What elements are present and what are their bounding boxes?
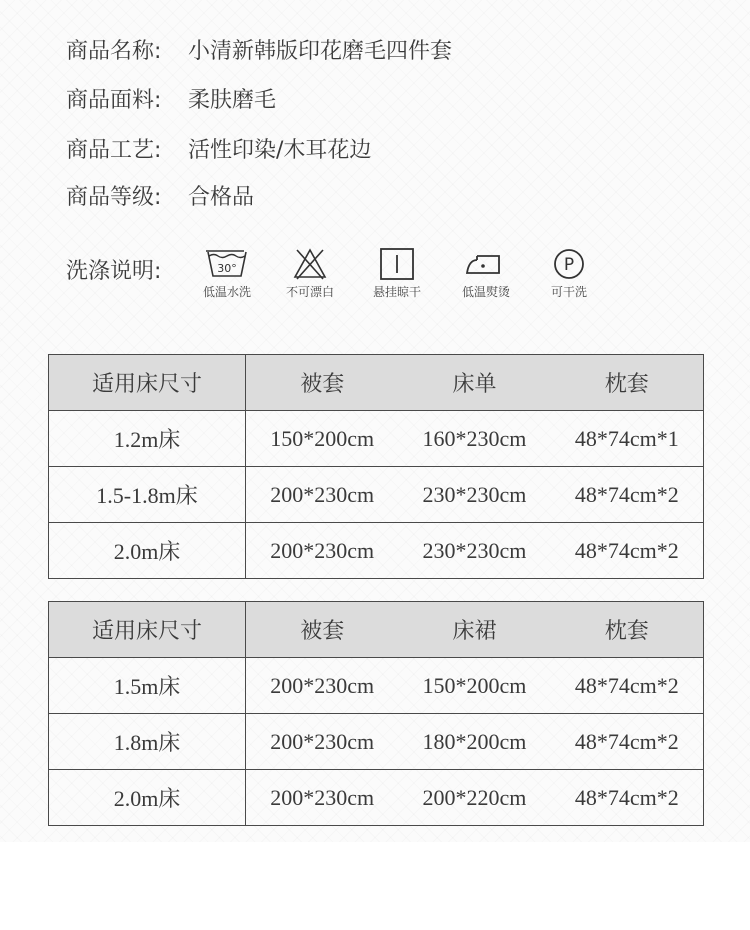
care-text-bleach: 不可漂白: [285, 285, 334, 299]
table-header-row: [49, 602, 704, 658]
table-row: [49, 714, 704, 770]
header-pillowcase: 枕套: [551, 355, 704, 411]
duvet-cell: 150*200cm: [246, 411, 399, 467]
dry-clean-icon: [546, 248, 592, 280]
table-row: [49, 523, 704, 579]
bed-size-cell: 1.2m床: [49, 411, 246, 467]
care-item-iron: [441, 248, 531, 300]
dry-clean-letter: P: [563, 255, 575, 275]
hang-dry-icon: [374, 248, 420, 280]
bed-size-cell: 1.8m床: [49, 714, 246, 770]
product-fabric-value: 柔肤磨毛: [188, 88, 277, 113]
table-row: [49, 658, 704, 714]
header-duvet: 被套: [246, 355, 399, 411]
size-table-sheet: [48, 354, 704, 579]
product-craft-label: 商品工艺:: [66, 138, 162, 163]
pillowcase-cell: 48*74cm*2: [551, 467, 704, 523]
no-bleach-icon: [287, 248, 333, 280]
duvet-cell: 200*230cm: [246, 714, 399, 770]
header-sheet: 床单: [398, 355, 550, 411]
pillowcase-cell: 48*74cm*2: [551, 770, 704, 826]
product-craft-value: 活性印染/木耳花边: [188, 138, 372, 163]
sheet-cell: 230*230cm: [398, 523, 550, 579]
table-row: [49, 770, 704, 826]
duvet-cell: 200*230cm: [246, 523, 399, 579]
bottom-margin: [0, 842, 750, 930]
bed-size-cell: 1.5-1.8m床: [49, 467, 246, 523]
product-craft-row: [66, 136, 371, 166]
care-item-dry: [352, 248, 442, 300]
pillowcase-cell: 48*74cm*2: [551, 714, 704, 770]
duvet-cell: 200*230cm: [246, 467, 399, 523]
care-item-wash: [182, 248, 272, 300]
care-item-bleach: [265, 248, 355, 300]
product-name-row: [66, 37, 452, 67]
product-grade-value: 合格品: [188, 185, 255, 210]
product-grade-row: [66, 183, 254, 213]
care-text-wash: 低温水洗: [202, 285, 251, 299]
product-fabric-label: 商品面料:: [66, 88, 162, 113]
wash-temp-text: 30°: [217, 262, 237, 275]
care-text-iron: 低温熨烫: [461, 285, 510, 299]
header-bed-size: 适用床尺寸: [49, 602, 246, 658]
bedskirt-cell: 150*200cm: [398, 658, 550, 714]
header-duvet: 被套: [246, 602, 399, 658]
care-text-dry: 悬挂晾干: [372, 285, 421, 299]
bed-size-cell: 1.5m床: [49, 658, 246, 714]
pillowcase-cell: 48*74cm*2: [551, 523, 704, 579]
sheet-cell: 230*230cm: [398, 467, 550, 523]
care-item-dryclean: [524, 248, 614, 300]
header-pillowcase: 枕套: [551, 602, 704, 658]
pillowcase-cell: 48*74cm*1: [551, 411, 704, 467]
size-table-bedskirt: [48, 601, 704, 826]
product-grade-label: 商品等级:: [66, 185, 162, 210]
header-bed-size: 适用床尺寸: [49, 355, 246, 411]
duvet-cell: 200*230cm: [246, 658, 399, 714]
table-header-row: [49, 355, 704, 411]
header-bedskirt: 床裙: [398, 602, 550, 658]
wash-30-icon: [204, 248, 250, 280]
table-row: [49, 411, 704, 467]
pillowcase-cell: 48*74cm*2: [551, 658, 704, 714]
care-text-dryclean: 可干洗: [550, 285, 587, 299]
wash-instructions-label: 洗涤说明:: [66, 259, 162, 284]
product-name-value: 小清新韩版印花磨毛四件套: [188, 39, 453, 64]
low-iron-icon: [463, 248, 509, 280]
bed-size-cell: 2.0m床: [49, 770, 246, 826]
bedskirt-cell: 200*220cm: [398, 770, 550, 826]
product-fabric-row: [66, 86, 276, 116]
table-row: [49, 467, 704, 523]
duvet-cell: 200*230cm: [246, 770, 399, 826]
bed-size-cell: 2.0m床: [49, 523, 246, 579]
product-name-label: 商品名称:: [66, 39, 162, 64]
sheet-cell: 160*230cm: [398, 411, 550, 467]
bedskirt-cell: 180*200cm: [398, 714, 550, 770]
